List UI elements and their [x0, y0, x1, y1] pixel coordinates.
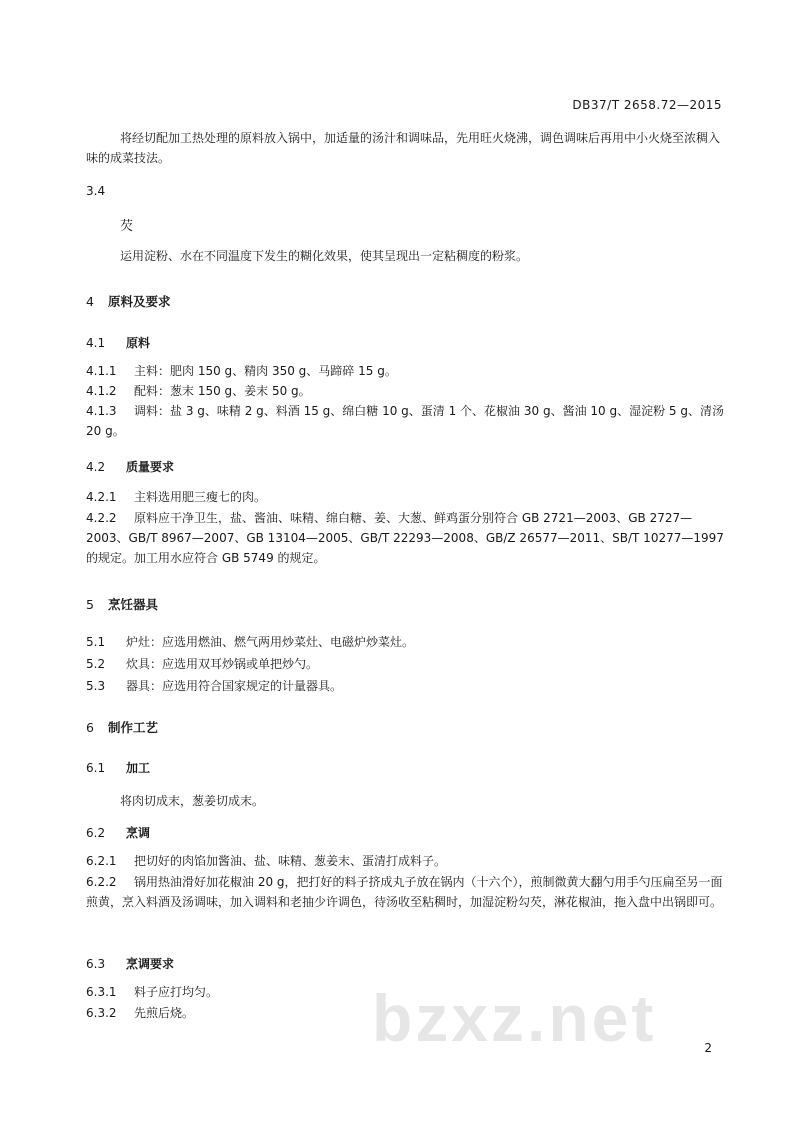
item-text: 器具：应选用符合国家规定的计量器具。 [126, 679, 343, 693]
term-name: 芡 [120, 219, 134, 234]
term-definition: 运用淀粉、水在不同温度下发生的糊化效果，使其呈现出一定粘稠度的粉浆。 [120, 249, 529, 263]
item-number: 6.3.1 [86, 985, 117, 999]
section-title: 制作工艺 [108, 720, 159, 735]
item-number: 4.1.1 [86, 364, 117, 378]
section-4-heading [86, 292, 171, 310]
item-number: 4.2.2 [86, 511, 117, 525]
page-number: 2 [704, 1041, 712, 1055]
list-item [86, 487, 726, 507]
subsection-title: 烹调 [126, 826, 151, 840]
watermark: bzxz.net [372, 981, 657, 1055]
list-item [86, 508, 726, 568]
item-number: 6.2.1 [86, 854, 117, 868]
item-number: 6.3.2 [86, 1006, 117, 1020]
item-number: 5.3 [86, 679, 106, 693]
item-text: 料子应打均匀。 [134, 985, 219, 999]
item-text: 炉灶：应选用燃油、燃气两用炒菜灶、电磁炉炒菜灶。 [126, 635, 415, 649]
subsection-title: 烹调要求 [126, 957, 175, 971]
subsection-title: 加工 [126, 761, 151, 775]
item-text: 炊具：应选用双耳炒锅或单把炒勺。 [126, 657, 319, 671]
standard-number: DB37/T 2658.72—2015 [572, 98, 722, 112]
list-item [86, 872, 726, 912]
section-6-1-heading [86, 759, 150, 776]
section-6-3-heading [86, 955, 174, 972]
item-number: 6.2.2 [86, 875, 117, 889]
item-text: 主料选用肥三瘦七的肉。 [134, 490, 267, 504]
subsection-number: 6.1 [86, 761, 106, 775]
item-number: 4.1.2 [86, 384, 117, 398]
list-item [86, 851, 726, 871]
term-number: 3.4 [86, 184, 106, 198]
section-4-2-heading [86, 458, 174, 475]
item-text: 原料应干净卫生，盐、酱油、味精、绵白糖、姜、大葱、鲜鸡蛋分别符合 GB 2721—2003、GB 2727—2003、GB/T 8967—2007、GB 13104—2005、GB/T 22293—2008、GB/Z 26577—2011、SB/T 10277—1997 的规定。加工用水应符合 GB 5749 的规定。 [86, 511, 724, 565]
item-number: 4.2.1 [86, 490, 117, 504]
item-text: 把切好的肉馅加酱油、盐、味精、葱姜末、蛋清打成料子。 [134, 854, 447, 868]
list-item [86, 654, 726, 674]
section-number: 5 [86, 597, 94, 612]
list-item [86, 401, 726, 441]
subsection-number: 4.1 [86, 336, 106, 350]
list-item [86, 632, 726, 652]
section-title: 烹饪器具 [108, 597, 159, 612]
section-4-1-heading [86, 334, 150, 351]
subsection-title: 质量要求 [126, 460, 175, 474]
section-6-2-heading [86, 824, 150, 841]
item-number: 4.1.3 [86, 404, 117, 418]
section-6-1-text: 将肉切成末，葱姜切成末。 [120, 794, 265, 808]
subsection-number: 6.2 [86, 826, 106, 840]
section-number: 6 [86, 720, 94, 735]
subsection-number: 4.2 [86, 460, 106, 474]
subsection-title: 原料 [126, 336, 151, 350]
section-number: 4 [86, 294, 94, 309]
intro-paragraph: 将经切配加工热处理的原料放入锅中，加适量的汤汁和调味品，先用旺火烧沸，调色调味后再用中小火烧至浓稠入味的成菜技法。 [86, 131, 721, 165]
item-text: 主料：肥肉 150 g、精肉 350 g、马蹄碎 15 g。 [134, 364, 397, 378]
item-text: 调料：盐 3 g、味精 2 g、料酒 15 g、绵白糖 10 g、蛋清 1 个、花椒油 30 g、酱油 10 g、湿淀粉 5 g、清汤 20 g。 [86, 404, 724, 438]
list-item [86, 676, 726, 696]
item-number: 5.1 [86, 635, 106, 649]
section-6-heading [86, 718, 158, 736]
subsection-number: 6.3 [86, 957, 106, 971]
item-text: 锅用热油滑好加花椒油 20 g，把打好的料子挤成丸子放在锅内（十六个），煎制微黄大翻勺用手勺压扁至另一面煎黄，烹入料酒及汤调味，加入调料和老抽少许调色，待汤收至粘稠时，加湿淀粉勾芡，淋花椒油，拖入盘中出锅即可。 [86, 875, 723, 909]
item-number: 5.2 [86, 657, 106, 671]
section-5-heading [86, 595, 158, 613]
item-text: 先煎后烧。 [134, 1006, 195, 1020]
list-item [86, 381, 726, 401]
item-text: 配料：葱末 150 g、姜末 50 g。 [134, 384, 311, 398]
list-item [86, 361, 726, 381]
section-title: 原料及要求 [108, 294, 171, 309]
